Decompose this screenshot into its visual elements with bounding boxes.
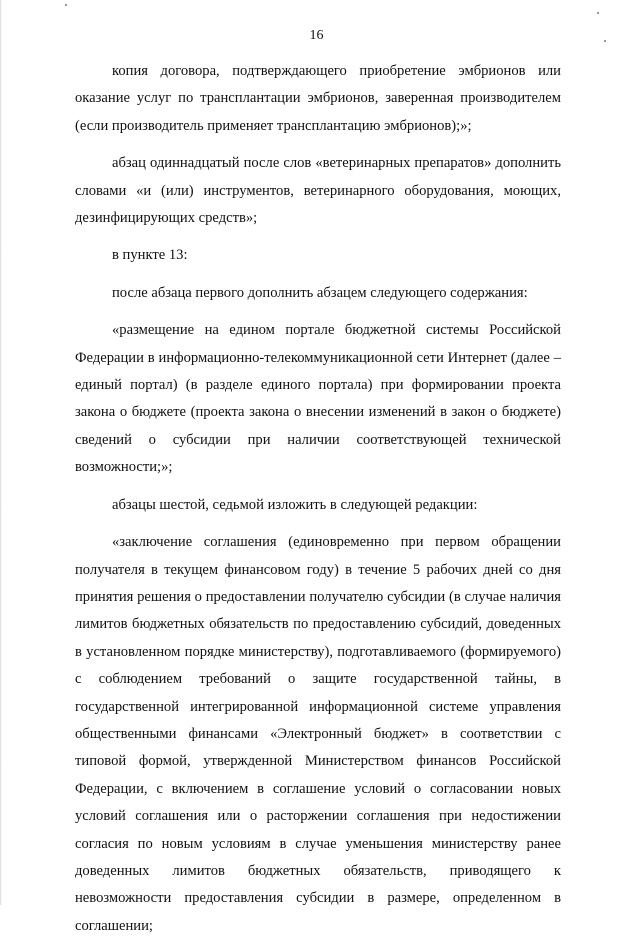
paragraph-unified-portal: «размещение на едином портале бюджетной системы Российской Федерации в информационно-телекоммуникационной сети Интернет (далее – единый портал) (в разделе единого портала) при формировании проекта закона о бюджете (проекта закона о внесении изменений в закон о бюджете) сведений о субсидии при наличии соответствующей технической возможности;»; [75, 322, 561, 476]
paragraph-point-13: в пункте 13: [112, 247, 188, 264]
scan-speck [65, 4, 67, 6]
paragraph-sixth-seventh: абзацы шестой, седьмой изложить в следующей редакции: [112, 496, 478, 513]
paragraph-embryo-contract: копия договора, подтверждающего приобретение эмбрионов или оказание услуг по трансплантации эмбрионов, заверенная производителем (если производитель применяет трансплантацию эмбрионов);»; [75, 63, 561, 134]
paragraph-add-after-first: после абзаца первого дополнить абзацем следующего содержания: [112, 284, 528, 301]
paragraph-eleventh-amendment: абзац одиннадцатый после слов «ветеринарных препаратов» дополнить словами «и (или) инструментов, ветеринарного оборудования, моющих, дезинфицирующих средств»; [75, 155, 561, 227]
scan-edge-shadow [0, 0, 2, 905]
scan-speck [597, 12, 599, 14]
paragraph-agreement-conclusion: «заключение соглашения (единовременно при первом обращении получателя в текущем финансовом году) в течение 5 рабочих дней со дня принятия решения о предоставлении получателю субсидии (в случае наличия лимитов бюджетных обязательств по предоставлению субсидий, доведенных в установленном порядке министерству), подготавливаемого (формируемого) с соблюдением требований о защите государственной тайны, в государственной интегрированной информационной системе управления общественными финансами «Электронный бюджет» в соответствии с типовой формой, утвержденной Министерством финансов Российской Федерации, с включением в соглашение условий о согласовании новых условий соглашения или о расторжении соглашения при недостижении согласия по новым условиям в случае уменьшения министерству ранее доведенных лимитов бюджетных обязательств, приводящего к невозможности предоставления субсидии в размере, определенном в соглашении; [75, 534, 561, 934]
document-body [75, 58, 561, 940]
page-number: 16 [309, 28, 324, 43]
